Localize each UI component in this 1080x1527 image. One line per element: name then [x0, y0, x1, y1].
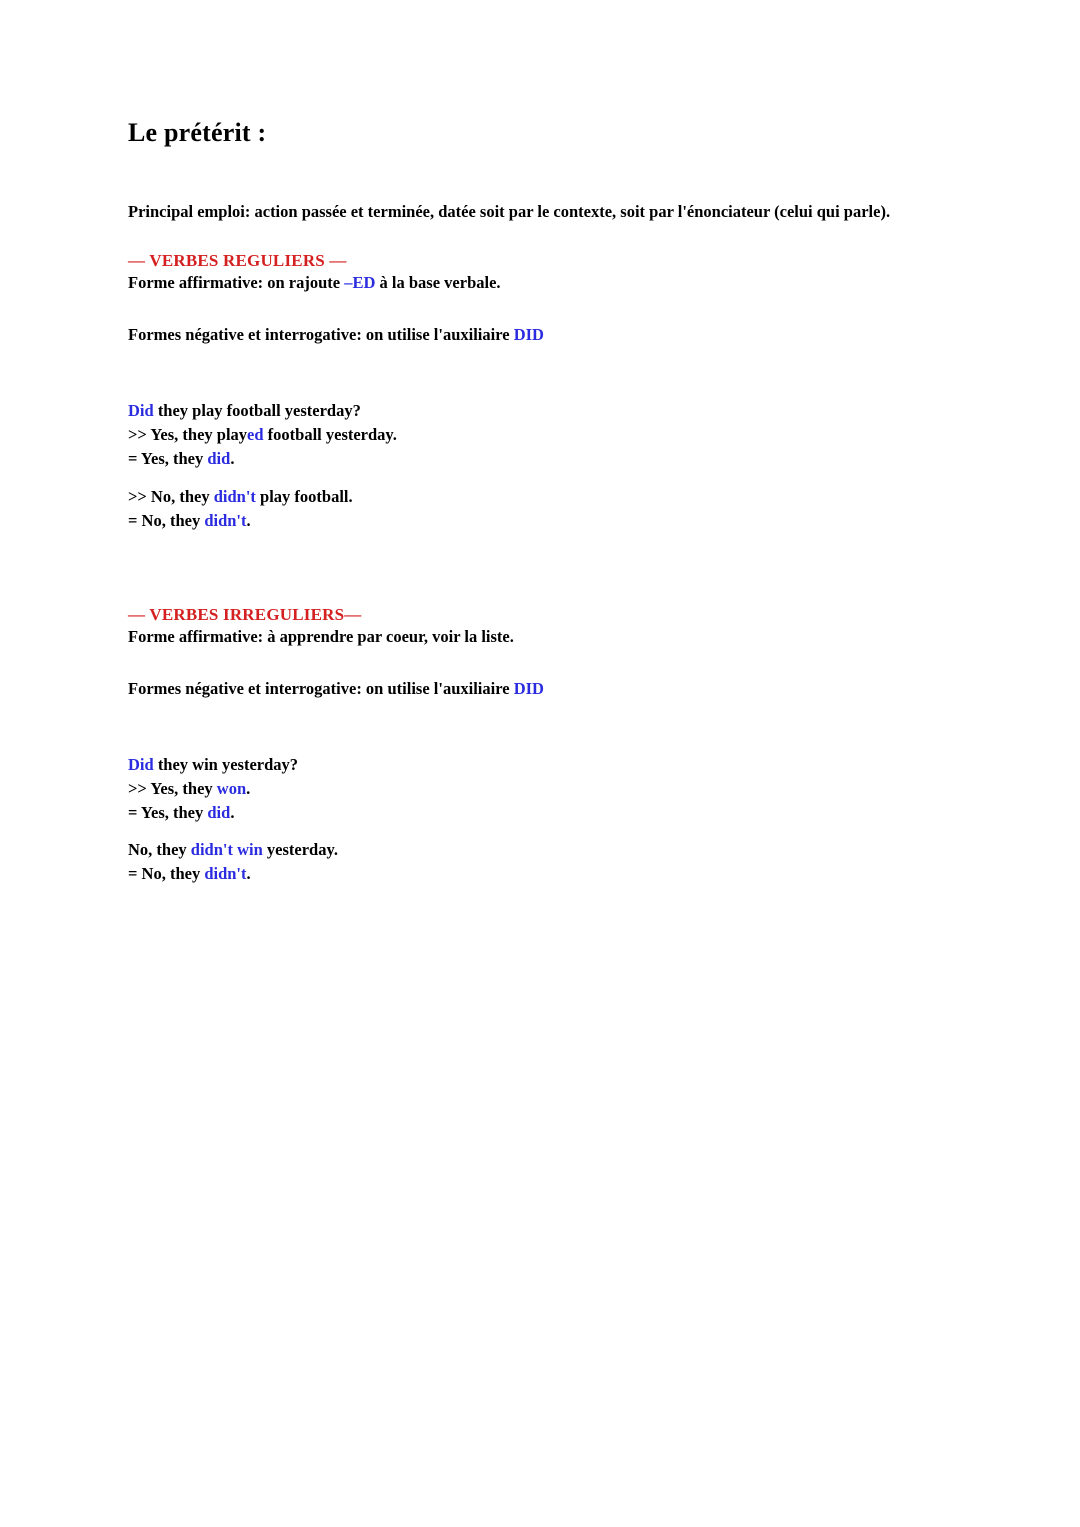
- irregular-negint-prefix: Formes négative et interrogative: on utilise l'auxiliaire: [128, 678, 514, 698]
- irregular-example-answer-yes-short: [128, 801, 988, 825]
- irregular-example-answer-no-long: [128, 838, 988, 862]
- regular-answer-yes-short-post: .: [230, 449, 235, 469]
- regular-example-answer-yes-long: [128, 423, 988, 447]
- irregular-answer-no-long-highlight: didn't win: [190, 840, 263, 860]
- section-heading-regular-verbs: — VERBES REGULIERS —: [128, 251, 347, 271]
- irregular-answer-no-long-pre: No, they: [128, 840, 191, 860]
- regular-affirmative-prefix: Forme affirmative: on rajoute: [128, 273, 345, 293]
- irregular-answer-no-short-post: .: [246, 864, 251, 884]
- irregular-example-answer-yes-long: [128, 777, 988, 801]
- regular-answer-no-short-highlight: didn't: [204, 510, 247, 530]
- regular-affirmative-highlight: –ED: [344, 273, 376, 293]
- regular-negative-interrogative-rule: [128, 323, 988, 347]
- irregular-affirmative-prefix: Forme affirmative: à apprendre par coeur, voir la liste.: [128, 626, 514, 646]
- irregular-example-question-aux: Did: [128, 754, 154, 774]
- regular-affirmative-rule: [128, 271, 988, 295]
- regular-example-answer-yes-short: [128, 447, 988, 471]
- section-heading-irregular-verbs: — VERBES IRREGULIERS—: [128, 604, 362, 624]
- regular-answer-yes-short-pre: = Yes, they: [128, 449, 208, 469]
- regular-example-answer-no-long: [128, 485, 988, 509]
- irregular-answer-yes-long-highlight: won: [216, 778, 247, 798]
- regular-answer-yes-short-highlight: did: [207, 449, 231, 469]
- regular-affirmative-suffix: à la base verbale.: [375, 273, 501, 293]
- irregular-answer-no-short-highlight: didn't: [204, 864, 247, 884]
- regular-negint-highlight: DID: [513, 325, 544, 345]
- irregular-answer-yes-long-pre: >> Yes, they: [128, 778, 217, 798]
- irregular-answer-yes-short-highlight: did: [207, 802, 231, 822]
- regular-answer-no-short-pre: = No, they: [128, 510, 205, 530]
- document-body: [128, 118, 988, 886]
- regular-answer-no-short-post: .: [246, 510, 251, 530]
- regular-example-question-rest: they play football yesterday?: [153, 401, 361, 421]
- irregular-affirmative-rule: [128, 625, 988, 649]
- irregular-example-question-rest: they win yesterday?: [153, 754, 299, 774]
- irregular-answer-yes-short-pre: = Yes, they: [128, 802, 208, 822]
- irregular-answer-no-short-pre: = No, they: [128, 864, 205, 884]
- regular-answer-no-long-pre: >> No, they: [128, 487, 214, 507]
- regular-answer-yes-long-highlight: ed: [247, 425, 264, 445]
- irregular-answer-no-long-post: yesterday.: [262, 840, 338, 860]
- regular-answer-yes-long-post: football yesterday.: [263, 425, 397, 445]
- regular-answer-no-long-highlight: didn't: [213, 487, 256, 507]
- regular-answer-yes-long-pre: >> Yes, they play: [128, 425, 248, 445]
- irregular-negative-interrogative-rule: [128, 677, 988, 701]
- regular-answer-no-long-post: play football.: [255, 487, 353, 507]
- regular-negint-prefix: Formes négative et interrogative: on utilise l'auxiliaire: [128, 325, 514, 345]
- page-title: Le prétérit :: [128, 118, 267, 147]
- irregular-answer-yes-long-post: .: [246, 778, 251, 798]
- regular-example-question: [128, 399, 988, 423]
- regular-example-question-aux: Did: [128, 401, 154, 421]
- intro-paragraph: Principal emploi: action passée et terminée, datée soit par le contexte, soit par l'énonciateur (celui qui parle).: [128, 202, 891, 221]
- irregular-example-answer-no-short: [128, 862, 988, 886]
- irregular-example-question: [128, 753, 988, 777]
- irregular-negint-highlight: DID: [513, 678, 544, 698]
- regular-example-answer-no-short: [128, 509, 988, 533]
- irregular-answer-yes-short-post: .: [230, 802, 235, 822]
